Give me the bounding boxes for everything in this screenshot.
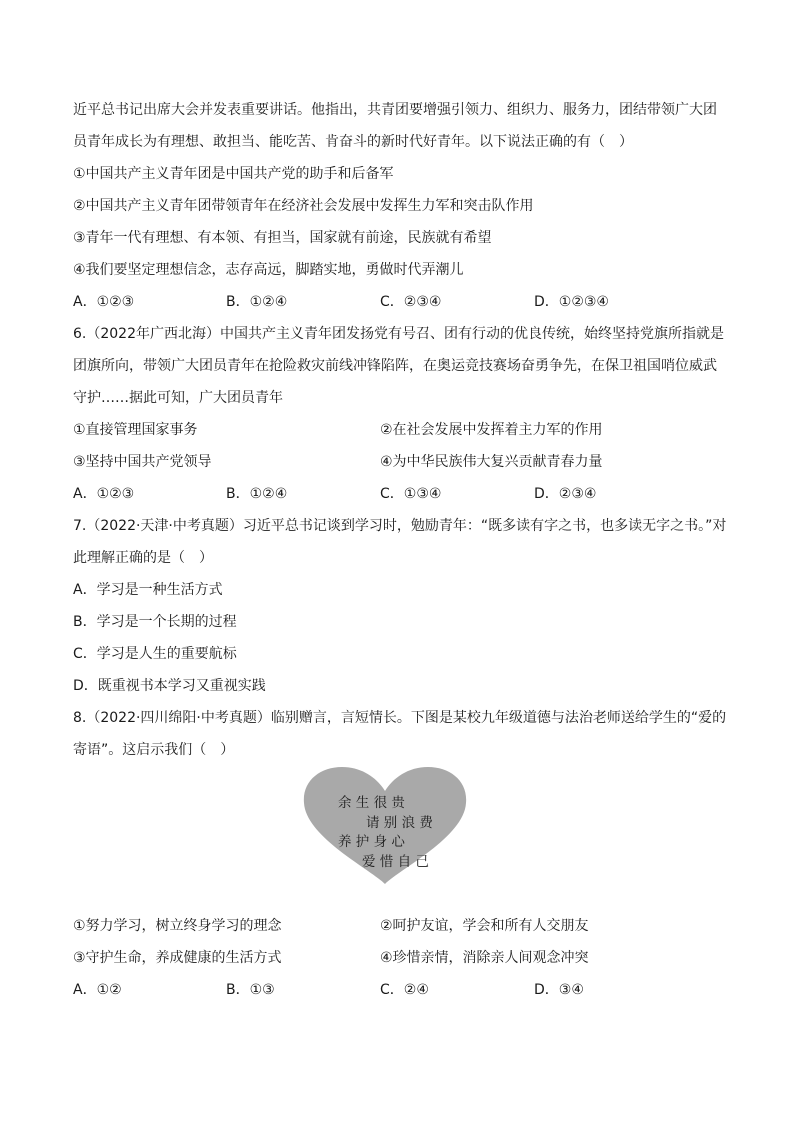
- q6-item: ④为中华民族伟大复兴贡献青春力量: [380, 454, 603, 470]
- q8-item: ④珍惜亲情，消除亲人间观念冲突: [380, 950, 589, 966]
- q8-stem-line: 8.（2022·四川绵阳·中考真题）临别赠言，言短情长。下图是某校九年级道德与法治老师送给学生的“爱的: [73, 710, 727, 726]
- q8-item: ①努力学习，树立终身学习的理念: [73, 918, 282, 934]
- q5-item: ③青年一代有理想、有本领、有担当，国家就有前途，民族就有希望: [73, 230, 492, 246]
- q8-stem-line: 寄语”。这启示我们（ ）: [73, 742, 235, 758]
- q5-stem-line: 员青年成长为有理想、敢担当、能吃苦、肯奋斗的新时代好青年。以下说法正确的有（ ）: [73, 134, 633, 150]
- heart-figure: [300, 765, 470, 885]
- q6-item: ②在社会发展中发挥着主力军的作用: [380, 422, 603, 438]
- q5-item: ④我们要坚定理想信念，志存高远，脚踏实地，勇做时代弄潮儿: [73, 262, 464, 278]
- q6-item: ③坚持中国共产党领导: [73, 454, 212, 470]
- q5-item: ①中国共产主义青年团是中国共产党的助手和后备军: [73, 166, 394, 182]
- q6-option-d: D．②③④: [534, 486, 597, 502]
- q5-stem-line: 近平总书记出席大会并发表重要讲话。他指出，共青团要增强引领力、组织力、服务力，团结带领广大团: [73, 102, 717, 118]
- heart-text-line: 余 生 很 贵: [338, 795, 405, 811]
- q7-option-d: D．既重视书本学习又重视实践: [73, 678, 266, 694]
- q7-option-b: B．学习是一个长期的过程: [73, 614, 237, 630]
- q5-option-d: D．①②③④: [534, 294, 609, 310]
- q8-option-b: B．①③: [226, 982, 275, 998]
- q8-option-d: D．③④: [534, 982, 584, 998]
- q6-stem-line: 守护……据此可知，广大团员青年: [73, 390, 283, 406]
- q7-stem-line: 此理解正确的是（ ）: [73, 550, 213, 566]
- q7-stem-line: 7.（2022·天津·中考真题）习近平总书记谈到学习时，勉励青年：“既多读有字之书，也多读无字之书。”对: [73, 518, 727, 534]
- q8-item: ③守护生命，养成健康的生活方式: [73, 950, 282, 966]
- heart-image: [300, 765, 470, 885]
- q5-item: ②中国共产主义青年团带领青年在经济社会发展中发挥生力军和突击队作用: [73, 198, 534, 214]
- heart-text-line: 养 护 身 心: [338, 834, 405, 850]
- q6-option-c: C．①③④: [380, 486, 442, 502]
- q7-option-c: C．学习是人生的重要航标: [73, 646, 237, 662]
- q5-option-b: B．①②④: [226, 294, 288, 310]
- q5-option-c: C．②③④: [380, 294, 442, 310]
- q6-option-b: B．①②④: [226, 486, 288, 502]
- heart-text-line: 请 别 浪 费: [366, 815, 433, 831]
- q8-option-a: A．①②: [73, 982, 122, 998]
- q6-stem-line: 6.（2022年广西北海）中国共产主义青年团发扬党有号召、团有行动的优良传统，始终坚持党旗所指就是: [73, 326, 724, 342]
- q6-option-a: A．①②③: [73, 486, 135, 502]
- q6-stem-line: 团旗所向，带领广大团员青年在抢险救灾前线冲锋陷阵，在奥运竞技赛场奋勇争先，在保卫祖国哨位威武: [73, 358, 717, 374]
- q8-option-c: C．②④: [380, 982, 429, 998]
- q6-item: ①直接管理国家事务: [73, 422, 198, 438]
- heart-text-line: 爱 惜 自 己: [362, 854, 429, 870]
- q8-item: ②呵护友谊，学会和所有人交朋友: [380, 918, 589, 934]
- q5-option-a: A．①②③: [73, 294, 135, 310]
- q7-option-a: A．学习是一种生活方式: [73, 582, 223, 598]
